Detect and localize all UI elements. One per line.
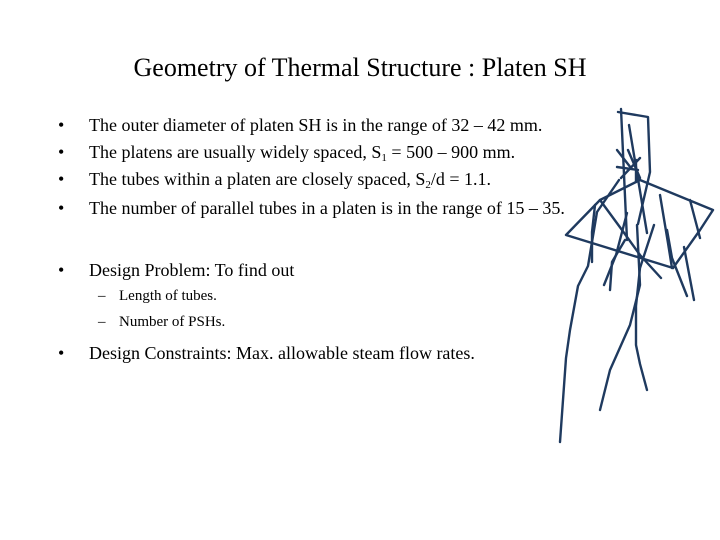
- bullet-icon: •: [58, 198, 65, 218]
- bullet-icon: •: [58, 169, 65, 189]
- ink-stroke: [617, 150, 631, 168]
- ink-stroke: [684, 247, 694, 300]
- ink-stroke: [600, 200, 661, 278]
- ink-stroke: [621, 158, 640, 178]
- bullet-text: The platens are usually widely spaced, $S_1 = 500 - 900$ mm.: [89, 142, 516, 164]
- ink-stroke: [600, 225, 640, 410]
- bullet-text: The tubes within a platen are closely spaced, $S_2/d = 1.1$.: [89, 169, 492, 191]
- ink-stroke: [566, 180, 673, 268]
- ink-stroke: [640, 180, 713, 268]
- bullet-icon: •: [58, 142, 65, 162]
- ink-stroke: [629, 125, 647, 233]
- dash-icon: –: [98, 288, 106, 304]
- bullet-text: The number of parallel tubes in a platen is in the range of 15 – 35.: [89, 198, 565, 218]
- ink-stroke: [618, 112, 650, 224]
- bullet-icon: •: [58, 115, 65, 135]
- ink-stroke: [592, 205, 595, 262]
- ink-stroke: [690, 200, 700, 238]
- bullet-icon: •: [58, 260, 65, 280]
- bullet-text: Design Constraints: Max. allowable steam flow rates.: [89, 343, 475, 363]
- ink-stroke: [610, 240, 625, 290]
- bullet-text: Design Problem: To find out: [89, 260, 295, 280]
- sub-item-text: Number of PSHs.: [119, 314, 226, 330]
- ink-stroke: [667, 230, 687, 296]
- ink-stroke: [621, 109, 627, 240]
- dash-icon: –: [98, 314, 106, 330]
- ink-stroke: [628, 150, 640, 178]
- ink-stroke: [604, 213, 627, 285]
- ink-stroke: [636, 225, 654, 390]
- ink-stroke: [660, 195, 672, 268]
- slide-title: Geometry of Thermal Structure : Platen SH: [133, 53, 587, 82]
- sub-item-text: Length of tubes.: [119, 288, 217, 304]
- ink-stroke: [560, 180, 619, 442]
- bullet-icon: •: [58, 343, 65, 363]
- bullet-text: The outer diameter of platen SH is in the range of 32 – 42 mm.: [89, 115, 543, 135]
- ink-stroke: [617, 167, 638, 170]
